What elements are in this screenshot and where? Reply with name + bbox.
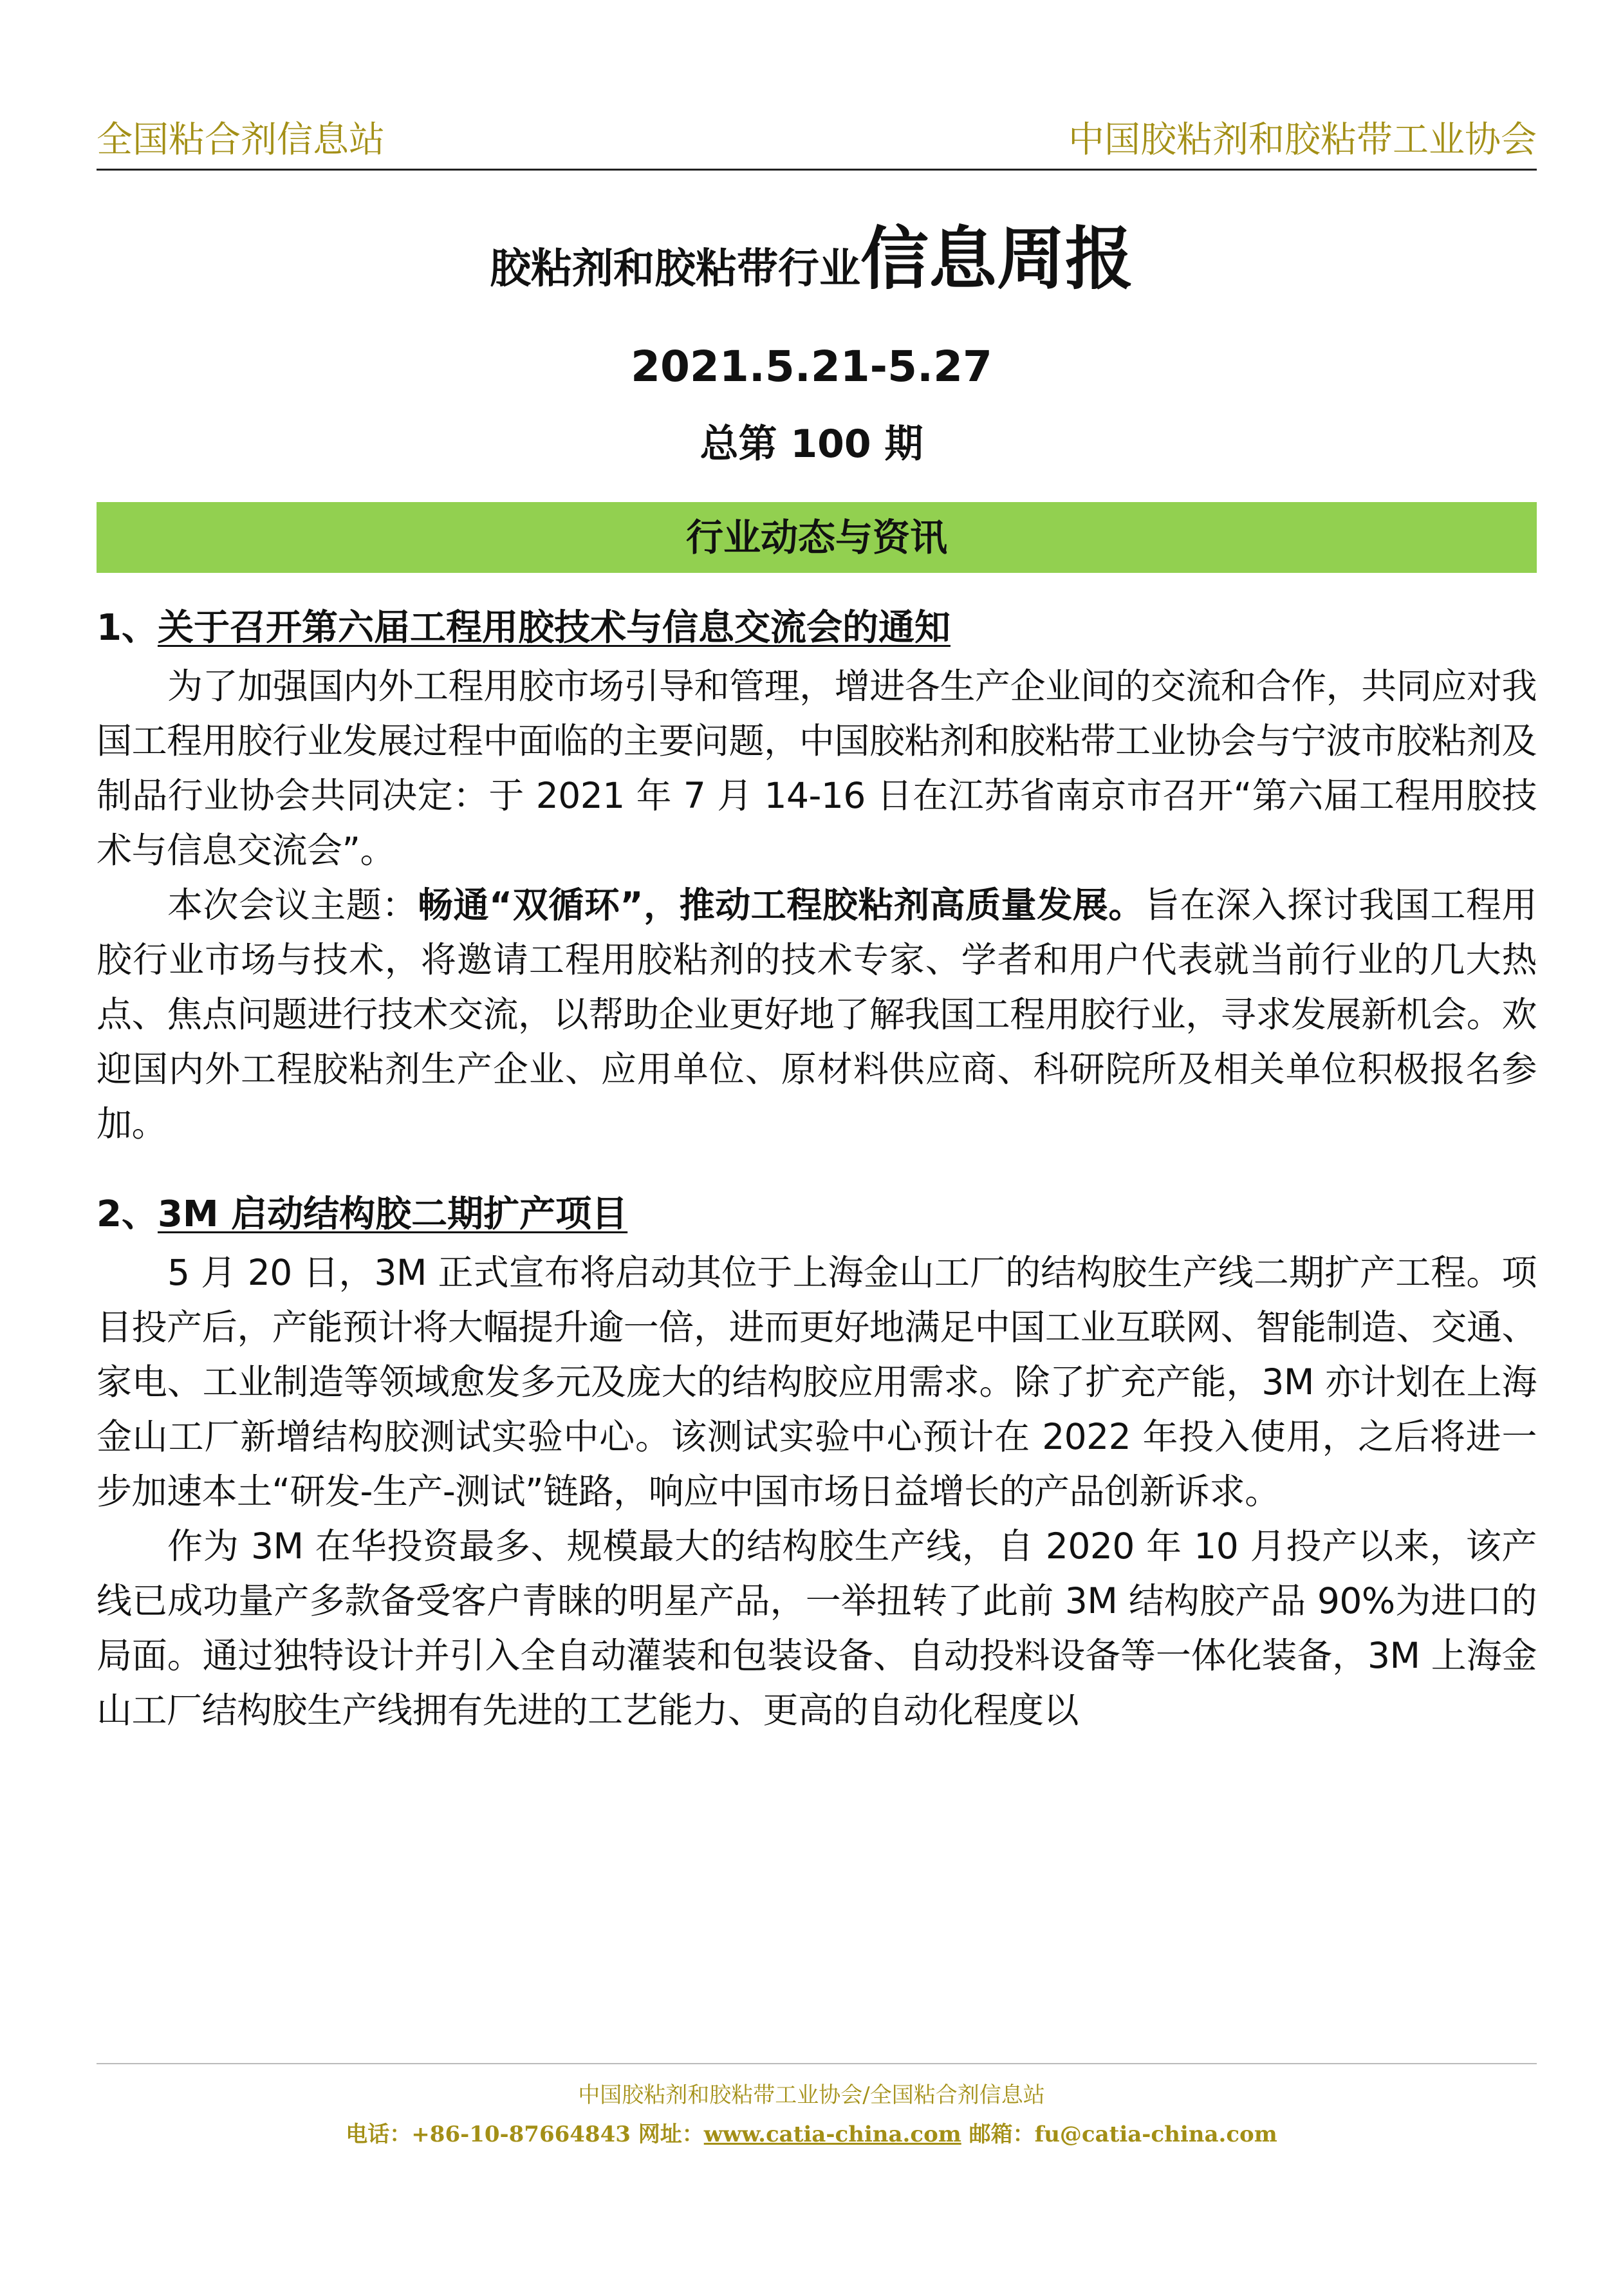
article-2-paragraph-2: 作为 3M 在华投资最多、规模最大的结构胶生产线，自 2020 年 10 月投产以来，该产线已成功量产多款备受客户青睐的明星产品，一举扭转了此前 3M 结构胶产品 90%为进口的局面。通过独特设计并引入全自动灌装和包装设备、自动投料设备等一体化装备，3M 上海金山工厂结构胶生产线拥有先进的工艺能力、更高的自动化程度以 — [97, 1526, 1537, 1731]
page-title — [0, 205, 1623, 303]
article-1-number: 1、 — [97, 607, 158, 649]
article-1-paragraph-2 — [97, 878, 1537, 1152]
article-1-title-text: 关于召开第六届工程用胶技术与信息交流会的通知 — [157, 607, 951, 649]
footer-phone: 电话：+86-10-87664843 网址： — [346, 2122, 704, 2147]
article-1-theme-lead: 本次会议主题： — [167, 884, 418, 926]
issue-number: 总第 100 期 — [700, 422, 923, 467]
footer-website-link[interactable]: www.catia-china.com — [703, 2122, 961, 2147]
article-spacer — [97, 1152, 1537, 1184]
header-left-text: 全国粘合剂信息站 — [97, 119, 385, 161]
page-header — [97, 115, 1537, 166]
article-2-title-text: 3M 启动结构胶二期扩产项目 — [157, 1193, 628, 1235]
article-1-title — [97, 597, 1537, 659]
article-2-paragraph-1: 5 月 20 日，3M 正式宣布将启动其位于上海金山工厂的结构胶生产线二期扩产工程。项目投产后，产能预计将大幅提升逾一倍，进而更好地满足中国工业互联网、智能制造、交通、家电、工业制造等领域愈发多元及庞大的结构胶应用需求。除了扩充产能，3M 亦计划在上海金山工厂新增结构胶测试实验中心。该测试实验中心预计在 2022 年投入使用，之后将进一步加速本土“研发-生产-测试”链路，响应中国市场日益增长的产品创新诉求。 — [97, 1252, 1537, 1512]
footer-contact — [0, 2115, 1623, 2154]
article-1-theme-bold: 畅通“双循环”，推动工程胶粘剂高质量发展。 — [417, 884, 1144, 926]
footer-email: 邮箱：fu@catia-china.com — [961, 2122, 1277, 2147]
report-date: 2021.5.21-5.27 — [631, 342, 992, 391]
header-right-text: 中国胶粘剂和胶粘带工业协会 — [1068, 119, 1537, 161]
section-heading: 行业动态与资讯 — [97, 502, 1537, 573]
article-list — [97, 597, 1537, 1738]
article-2-number: 2、 — [97, 1193, 158, 1235]
title-big: 信息周报 — [860, 219, 1133, 299]
footer-divider — [97, 2063, 1537, 2064]
article-1-theme-rest: 旨在深入探讨我国工程用胶行业市场与技术，将邀请工程用胶粘剂的技术专家、学者和用户代表就当前行业的几大热点、焦点问题进行技术交流，以帮助企业更好地了解我国工程用胶行业，寻求发展新机会。欢迎国内外工程胶粘剂生产企业、应用单位、原材料供应商、科研院所及相关单位积极报名参加。 — [97, 884, 1537, 1144]
header-divider — [97, 169, 1537, 171]
article-1-paragraph-1: 为了加强国内外工程用胶市场引导和管理，增进各生产企业间的交流和合作，共同应对我国工程用胶行业发展过程中面临的主要问题，中国胶粘剂和胶粘带工业协会与宁波市胶粘剂及制品行业协会共同决定：于 2021 年 7 月 14-16 日在江苏省南京市召开“第六届工程用胶技术与信息交流会”。 — [97, 666, 1537, 871]
footer-organization: 中国胶粘剂和胶粘带工业协会/全国粘合剂信息站 — [578, 2082, 1045, 2108]
article-2-title — [97, 1184, 1537, 1246]
title-small: 胶粘剂和胶粘带行业 — [490, 245, 860, 293]
